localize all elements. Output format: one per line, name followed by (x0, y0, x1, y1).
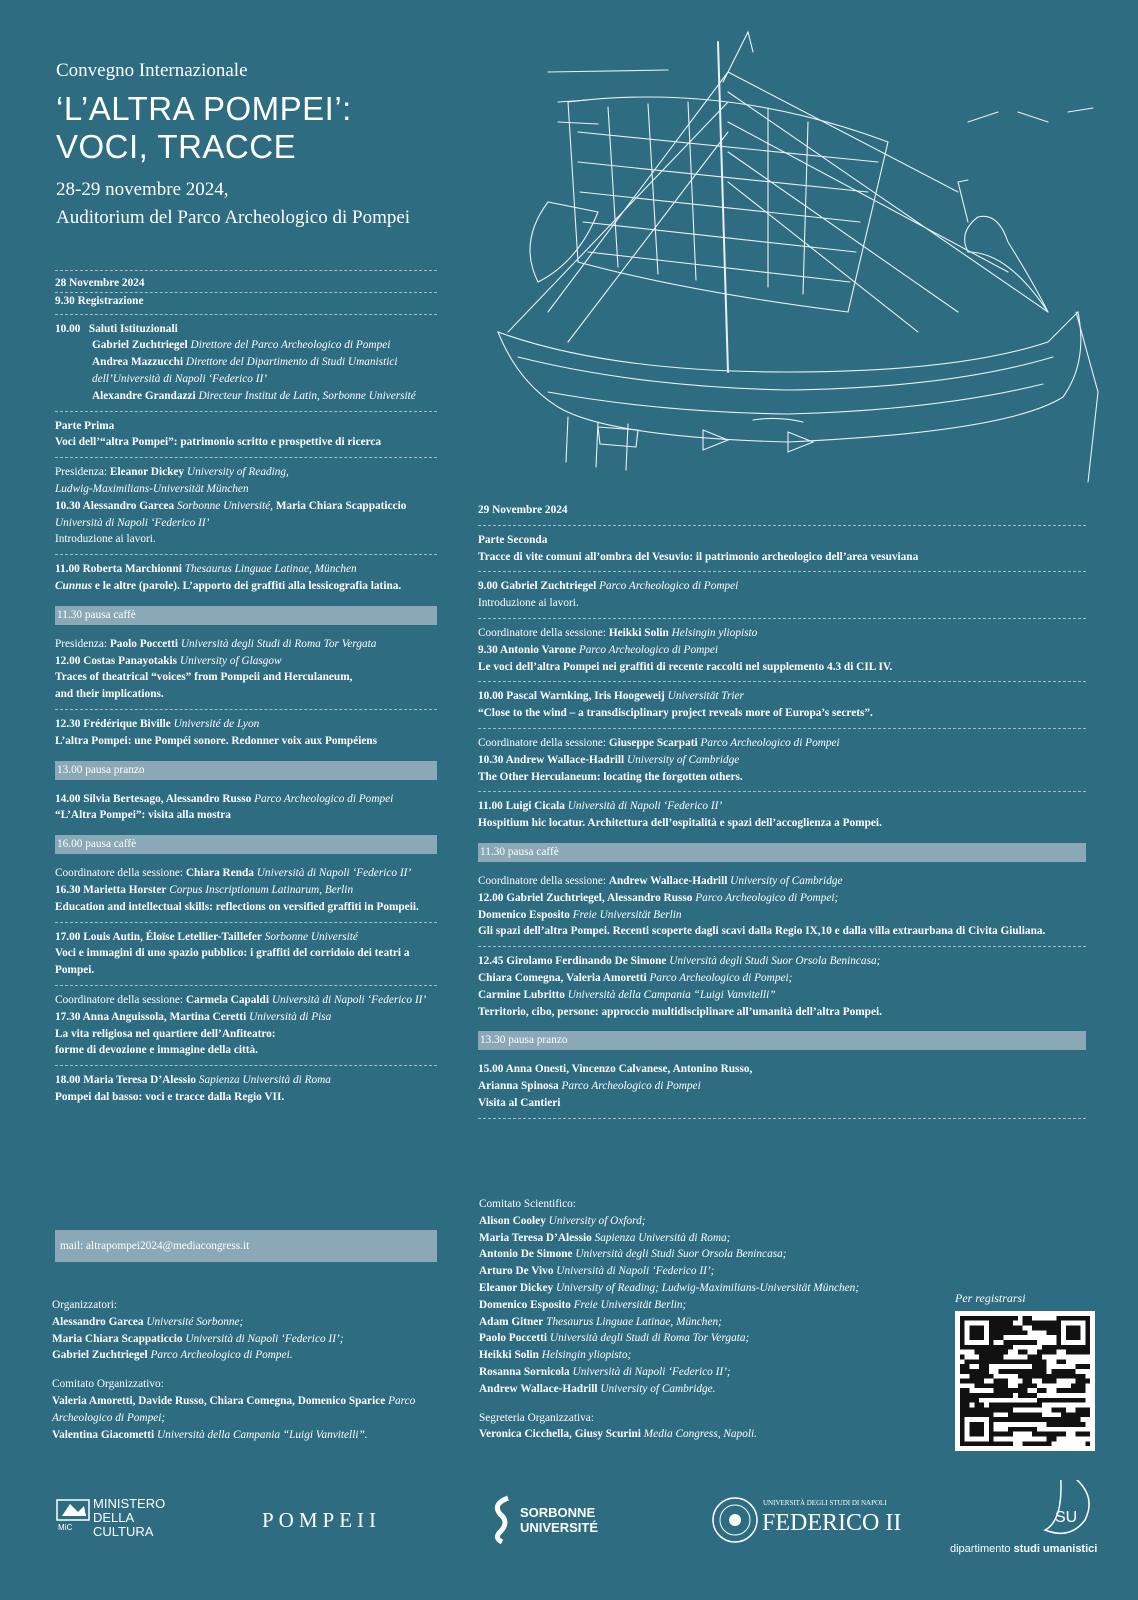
svg-text:SORBONNE: SORBONNE (520, 1505, 596, 1520)
qr-label: Per registrarsi (955, 1291, 1026, 1305)
pompeii-logo (262, 1508, 381, 1532)
page-title: ‘L’ALTRA POMPEI’: VOCI, TRACCE (56, 90, 352, 165)
session-1200: Presidenza: Paolo Poccetti Università degli Studi di Roma Tor Vergata 12.00 Costas Panayotakis University of Glasgow Traces of theatrical “voices” from Pompeii and Herculaneum, and their implications. (55, 637, 377, 701)
registration: 9.30 Registrazione (55, 294, 144, 307)
talk-1800: 18.00 Maria Teresa D’Alessio Sapienza Università di Roma Pompei dal basso: voci e tracce dalla Regio VII. (55, 1074, 331, 1103)
saluti-block: 10.00 Saluti Istituzionali Gabriel Zuchtriegel Direttore del Parco Archeologico di Pompei Andrea Mazzucchi Direttore del Dipartimento di Studi Umanistici dell’Università di Napoli ‘Federico II’ Alexandre Grandazzi Directeur Institut de Latin, Sorbonne Université (55, 322, 416, 402)
svg-text:FEDERICO II: FEDERICO II (762, 1510, 902, 1536)
committee-member: Maria Teresa D’Alessio Sapienza Università di Roma; (479, 1231, 731, 1244)
talk-1100: 11.00 Luigi Cicala Università di Napoli ‘Federico II’ Hospitium hic locatur. Architettura dell’ospitalità e spazi dell’accoglienza a Pompei. (478, 800, 882, 830)
ship-graffito-illustration (488, 12, 1100, 492)
committee-member: Domenico Esposito Freie Universität Berlin; (479, 1298, 687, 1311)
sorbonne-logo (497, 1498, 598, 1542)
committee-member: Rosanna Sornicola Università di Napoli ‘Federico II’; (479, 1365, 731, 1378)
svg-text:POMPEII: POMPEII (262, 1508, 382, 1532)
session-1630: Coordinatore della sessione: Chiara Renda Università di Napoli ‘Federico II’ 16.30 Marietta Horster Corpus Inscriptionum Latinarum, Berlin Education and intellectual skills: reflections on versified graffiti in Pompeii. (55, 867, 419, 913)
pause-bar: 11.30 pausa caffè (478, 843, 1086, 862)
committee-member: Antonio De Simone Università degli Studi Suor Orsola Benincasa; (479, 1248, 787, 1261)
parte-prima: Parte Prima Voci dell’“altra Pompei”: patrimonio scritto e prospettive di ricerca (55, 419, 382, 449)
talk-1245: 12.45 Girolamo Ferdinando De Simone Università degli Studi Suor Orsola Benincasa; Chiara Comegna, Valeria Amoretti Parco Archeologico di Pompei; Carmine Lubritto Università della Campania “Luigi Vanvitelli” Territorio, cibo, persone: approccio multidisciplinare all’umanità dell’altra Pompei. (478, 955, 882, 1018)
pause-bar: 16.00 pausa caffè (55, 835, 437, 854)
svg-text:UNIVERSITÀ DEGLI STUDI DI NAPO: UNIVERSITÀ DEGLI STUDI DI NAPOLI (763, 1499, 887, 1507)
talk-1400: 14.00 Silvia Bertesago, Alessandro Russo Parco Archeologico di Pompei “L’Altra Pompei”: visita alla mostra (55, 792, 394, 822)
talk-900: 9.00 Gabriel Zuchtriegel Parco Archeologico di Pompei Introduzione ai lavori. (478, 580, 739, 610)
committee-member: Adam Gitner Thesaurus Linguae Latinae, München; (479, 1315, 722, 1328)
svg-text:dipartimento studi umanistici: dipartimento studi umanistici (950, 1543, 1098, 1555)
federico-ii-logo (713, 1498, 901, 1542)
sponsor-logos (0, 1480, 1138, 1570)
committee-member: Andrew Wallace-Hadrill University of Cambridge. (479, 1382, 716, 1395)
talk-1230: 12.30 Frédérique Biville Université de Lyon L’altra Pompei: une Pompéi sonore. Redonner voix aux Pompéiens (55, 717, 378, 747)
committee-member: Eleanor Dickey University of Reading; Ludwig-Maximilians-Universität München; (479, 1281, 860, 1294)
pause-bar: 11.30 pausa caffè (55, 606, 437, 625)
svg-text:DELLA: DELLA (93, 1510, 135, 1525)
mic-logo (57, 1496, 165, 1539)
registration-qr-code[interactable] (955, 1311, 1095, 1451)
session-1030: Coordinatore della sessione: Giuseppe Scarpati Parco Archeologico di Pompei 10.30 Andrew Wallace-Hadrill University of Cambridge The Other Herculaneum: locating the forgotten others. (478, 736, 840, 783)
session-930: Coordinatore della sessione: Heikki Solin Helsingin yliopisto 9.30 Antonio Varone Parco Archeologico di Pompei Le voci dell’altra Pompei nei graffiti di recente raccolti nel supplemento 4.3 di CIL IV. (478, 626, 893, 673)
dsu-logo (950, 1480, 1097, 1555)
scientific-committee: Comitato Scientifico: Alison Cooley University of Oxford; Maria Teresa D’Alessio Sapienza Università di Roma; Antonio De Simone Università degli Studi Suor Orsola Benincasa; Arturo De Vivo Università di Napoli ‘Federico II’; Eleanor Dickey University of Reading; Ludwig-Maximilians-Universität München; Domenico Esposito Freie Universität Berlin; Adam Gitner Thesaurus Linguae Latinae, München; Paolo Poccetti Università degli Studi di Roma Tor Vergata; Heikki Solin Helsingin yliopisto; Rosanna Sornicola Università di Napoli ‘Federico II’; Andrew Wallace-Hadrill University of Cambridge. Segreteria Organizzativa: Veronica Cicchella, Giusy Scurini Media Congress, Napoli. (479, 1196, 919, 1443)
contact-email[interactable]: mail: altrapompei2024@mediacongress.it (55, 1230, 437, 1262)
parte-seconda: Parte Seconda Tracce di vite comuni all’ombra del Vesuvio: il patrimonio archeologico dell’area vesuviana (478, 533, 919, 563)
svg-text:MiC: MiC (58, 1523, 73, 1532)
organizers: Organizzatori: Alessandro Garcea Université Sorbonne; Maria Chiara Scappaticcio Università di Napoli ‘Federico II’; Gabriel Zuchtriegel Parco Archeologico di Pompei. Comitato Organizzativo: Valeria Amoretti, Davide Russo, Chiara Comegna, Domenico Sparice Parco Archeologico di Pompei; Valentina Giacometti Università della Campania “Luigi Vanvitelli”. (52, 1299, 416, 1441)
program-day2 (478, 502, 1086, 1119)
committee-member: Arturo De Vivo Università di Napoli ‘Federico II’; (479, 1265, 715, 1278)
committee-member: Heikki Solin Helsingin yliopisto; (479, 1349, 632, 1362)
day1-date: 28 Novembre 2024 (55, 277, 145, 289)
svg-text:CULTURA: CULTURA (93, 1524, 154, 1539)
svg-text:MINISTERO: MINISTERO (93, 1496, 166, 1511)
session-1730: Coordinatore della sessione: Carmela Capaldi Università di Napoli ‘Federico II’ 17.30 Anna Anguissola, Martina Ceretti Università di Pisa La vita religiosa nel quartiere dell’Anfiteatro: forme di devozione e immagine della città. (55, 993, 427, 1057)
talk-1500: 15.00 Anna Onesti, Vincenzo Calvanese, Antonino Russo, Arianna Spinosa Parco Archeologico di Pompei Visita al Cantieri (478, 1063, 753, 1109)
committee-member: Paolo Poccetti Università degli Studi di Roma Tor Vergata; (479, 1332, 750, 1345)
talk-1700: 17.00 Louis Autin, Éloïse Letellier-Taillefer Sorbonne Université Voci e immagini di uno spazio pubblico: i graffiti del corridoio dei teatri a Pompei. (55, 930, 410, 977)
svg-text:UNIVERSITÉ: UNIVERSITÉ (520, 1520, 599, 1535)
pause-bar: 13.30 pausa pranzo (478, 1031, 1086, 1050)
event-date-venue: 28-29 novembre 2024, Auditorium del Parco Archeologico di Pompei (56, 179, 411, 228)
talk-1100: 11.00 Roberta Marchionni Thesaurus Linguae Latinae, München Cunnus e le altre (parole). L’apporto dei graffiti alla lessicografia latina. (55, 563, 402, 592)
program-day1 (55, 270, 437, 1112)
session-1030: Presidenza: Eleanor Dickey University of Reading, Ludwig-Maximilians-Universität München 10.30 Alessandro Garcea Sorbonne Université, Maria Chiara Scappaticcio Università di Napoli ‘Federico II’ Introduzione ai lavori. (55, 466, 407, 546)
session-1200: Coordinatore della sessione: Andrew Wallace-Hadrill University of Cambridge 12.00 Gabriel Zuchtriegel, Alessandro Russo Parco Archeologico di Pompei; Domenico Esposito Freie Universität Berlin Gli spazi dell’altra Pompei. Recenti scoperte dagli scavi dalla Regio IX,10 e dalla villa extraurbana di Civita Giuliana. (478, 874, 1046, 938)
pause-bar: 13.00 pausa pranzo (55, 761, 437, 780)
svg-text:SU: SU (1055, 1509, 1078, 1526)
talk-1000: 10.00 Pascal Warnking, Iris Hoogeweij Universität Trier “Close to the wind – a transdisciplinary project reveals more of Europa’s secrets”. (478, 690, 873, 720)
event-type: Convegno Internazionale (56, 60, 248, 81)
committee-member: Alison Cooley University of Oxford; (479, 1214, 646, 1227)
day2-date: 29 Novembre 2024 (478, 504, 568, 516)
